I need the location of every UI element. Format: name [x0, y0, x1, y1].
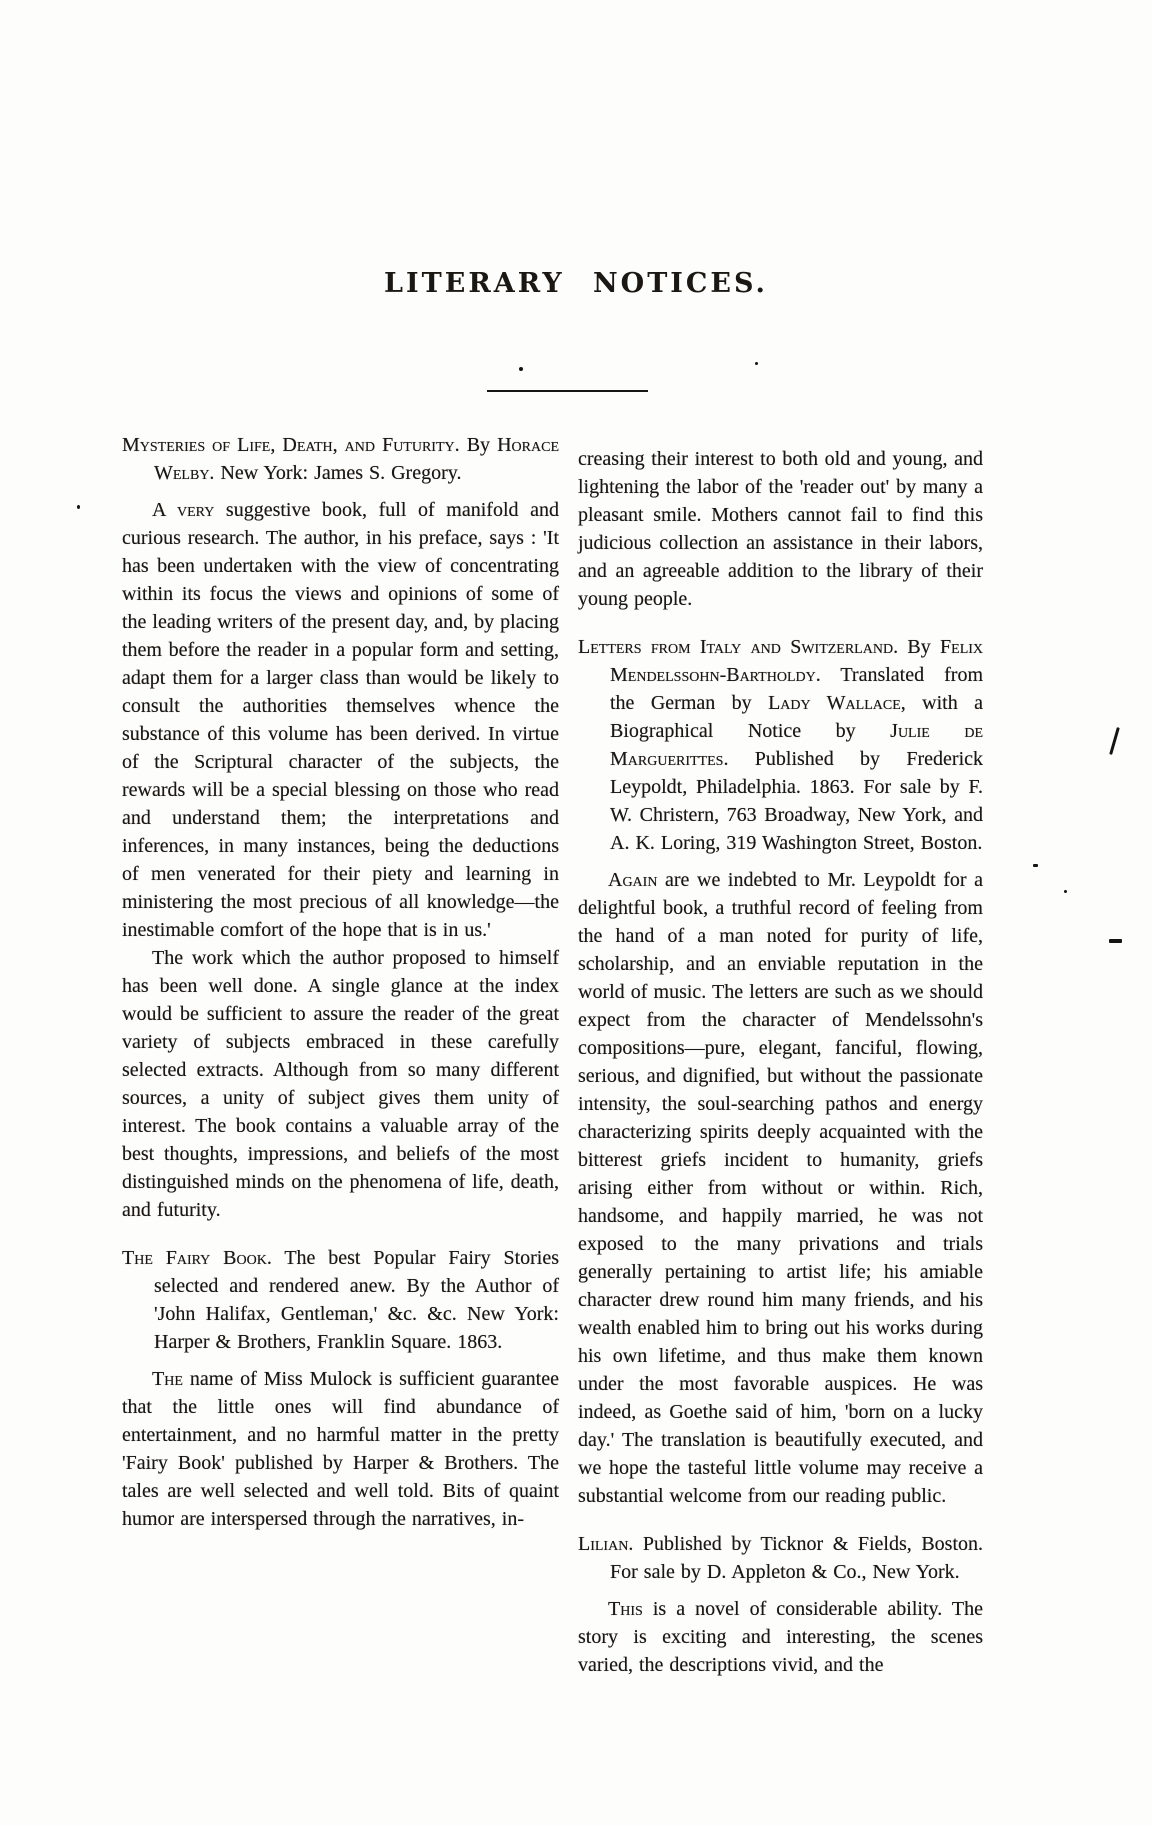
text-run: with a Biographical Notice by: [610, 692, 983, 742]
entry-heading-lilian: [578, 1530, 983, 1586]
lead-run: The: [152, 1368, 183, 1390]
translator-run: Lady Wallace,: [768, 692, 906, 714]
scan-artifact-dot: [519, 367, 523, 371]
right-column: [578, 431, 983, 1679]
review-paragraph-letters: [578, 866, 983, 1510]
columns: [122, 431, 983, 1679]
review-paragraph-lilian: [578, 1595, 983, 1679]
publisher-run: Published by Frederick Leypoldt, Philadelphia. 1863. For sale by F. W. Christern, 763 Broadway, New York, and A. K. Loring, 319 Washington Street, Boston.: [610, 748, 983, 854]
review-paragraph-mysteries-2: The work which the author proposed to himself has been well done. A single glance at the index would be sufficient to assure the reader of the great variety of subjects embraced in these carefully selected extracts. Although from so many different sources, a unity of subject gives them unity of interest. The book contains a valuable array of the best thoughts, impressions, and beliefs of the most distinguished minds on the phenomena of life, death, and futurity.: [122, 947, 559, 1221]
page-title: LITERARY NOTICES.: [384, 268, 768, 299]
text-run: By: [898, 636, 941, 658]
text-run: Translated from the German by: [610, 664, 983, 714]
book-title-run: Letters from Italy and Switzerland.: [578, 636, 899, 658]
text-run: suggestive book, full of manifold and curious research. The author, in his preface, says : 'It has been undertaken with the view of concentrating within its focus the views and opinions of some of the leading writers of the present day, and, by placing them before the reader in a popular form and setting, adapt them for a larger class than would be likely to consult the authorities themselves whence the substance of this volume has been derived. In virtue of the Scriptural character of the subjects, the rewards will be a special blessing on those who read and understand them; the interpretations and inferences, in many instances, being the deductions of men venerated for their piety and learning in ministering the most precious of all knowledge—the inestimable comfort of the hope that is in us.': [122, 499, 560, 941]
left-column: [122, 431, 559, 1533]
text-run: By: [459, 434, 498, 456]
publisher-run: Published by Ticknor & Fields, Boston. For sale by D. Appleton & Co., New York.: [610, 1533, 983, 1583]
review-paragraph-fairy-book-continued: creasing their interest to both old and young, and lightening the labor of the 'reader out' by many a pleasant smile. Mothers cannot fail to find this judicious collection an assistance in their labors, and an agreeable addition to the library of their young people.: [578, 448, 983, 610]
publisher-run: New York: James S. Gregory.: [214, 462, 462, 484]
publisher-run: The best Popular Fairy Stories selected and rendered anew. By the Author of 'John Halifax, Gentleman,' &c. &c. New York: Harper & Brothers, Franklin Square. 1863.: [154, 1247, 559, 1353]
scan-artifact-dot: [755, 362, 758, 365]
author-run: Horace Welby.: [154, 434, 560, 484]
book-title-run: The Fairy Book.: [122, 1247, 272, 1269]
title-divider: [487, 390, 648, 392]
entry-heading-letters: [578, 633, 983, 857]
text-run: are we indebted to Mr. Leypoldt for a delightful book, a truthful record of feeling from the hand of a man noted for purity of life, scholarship, and an enviable reputation in the world of music. The letters are such as we should expect from the character of Mendelssohn's compositions—pure, elegant, fanciful, flowing, serious, and dignified, but without the passionate intensity, the soul-searching pathos and energy characterizing spirits deeply acquainted with the bitterest griefs incident to humanity, griefs arising either from without or within. Rich, handsome, and happily married, he was not exposed to the many privations and trials generally pertaining to artist life; his amiable character drew round him many friends, and his wealth enabled him to bring out his works during his own lifetime, and thus make them known under the most favorable auspices. He was indeed, as Goethe said of him, 'born on a lucky day.' The translation is beautifully executed, and we hope the tasteful little volume may receive a substantial welcome from our reading public.: [578, 869, 983, 1507]
lead-run: A very: [152, 499, 215, 521]
scan-artifact-slash-mark: [1109, 727, 1120, 755]
book-title-run: Mysteries of Life, Death, and Futurity.: [122, 434, 460, 456]
scan-artifact-dash-mark: [1109, 939, 1122, 943]
lead-run: This: [608, 1598, 643, 1620]
entry-heading-fairy-book: [122, 1244, 559, 1356]
scan-artifact-dot: [77, 505, 80, 509]
author-run: Felix Mendelssohn-Bartholdy.: [610, 636, 984, 686]
lead-run: Again: [608, 869, 658, 891]
biographer-run: Julie de Marguerittes.: [610, 720, 983, 770]
review-paragraph-fairy-book: [122, 1365, 559, 1533]
scan-artifact-dot: [1064, 890, 1067, 893]
review-paragraph-mysteries-1: [122, 496, 559, 944]
book-title-run: Lilian.: [578, 1533, 634, 1555]
entry-heading-mysteries: [122, 431, 559, 487]
text-run: name of Miss Mulock is sufficient guarantee that the little ones will find abundance of entertainment, and no harmful matter in the pretty 'Fairy Book' published by Harper & Brothers. The tales are well selected and well told. Bits of quaint humor are interspersed through the narratives, in-: [122, 1368, 559, 1530]
scan-artifact-small-dash: [1033, 864, 1038, 867]
text-run: is a novel of considerable ability. The story is exciting and interesting, the scenes varied, the descriptions vivid, and the: [578, 1598, 983, 1676]
